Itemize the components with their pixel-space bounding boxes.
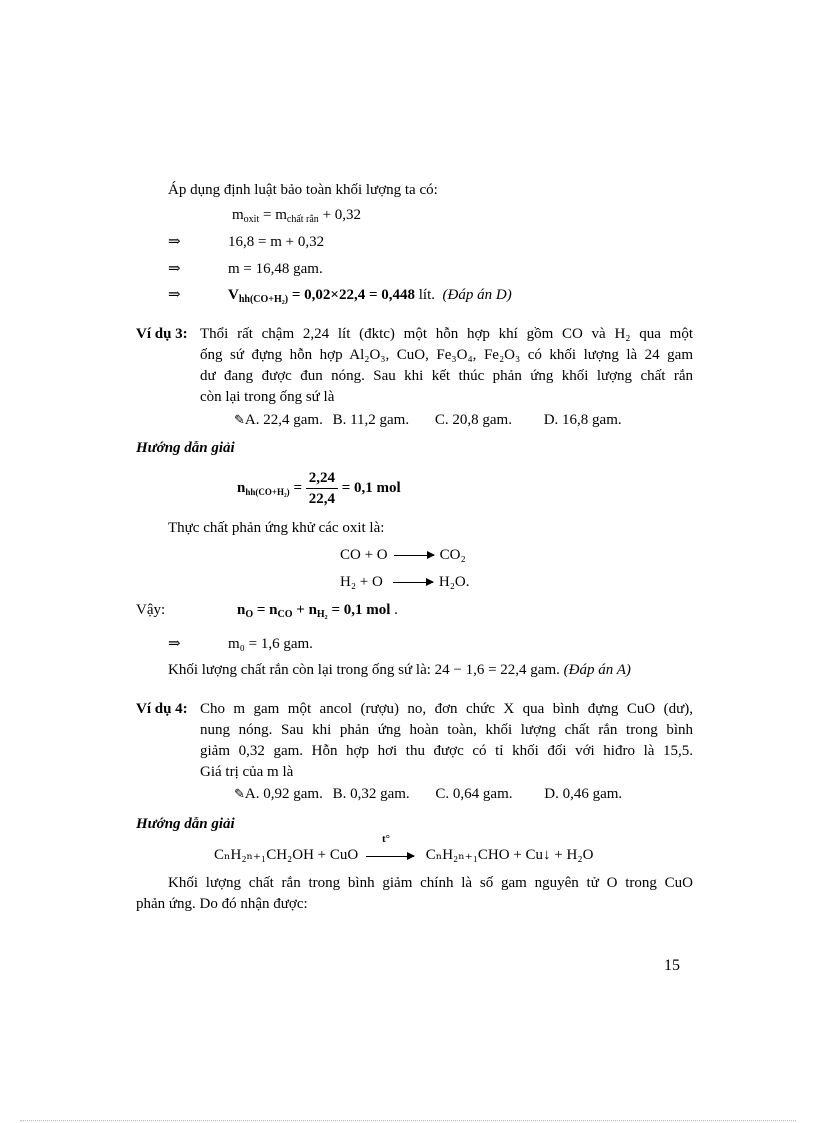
guide-heading-2: Hướng dẫn giải <box>136 816 235 832</box>
equation-3: ⇒ m = 16,48 gam. <box>168 261 323 277</box>
equation-1: $m_{oxit} = m_{chất rắn} + 0,32$ <box>232 207 362 225</box>
vay-label: Vậy: <box>136 602 166 618</box>
guide-heading-1: Hướng dẫn giải <box>136 440 235 456</box>
option-a: A. 22,4 gam. <box>244 412 323 428</box>
implies-symbol: ⇒ <box>168 261 181 277</box>
equation-2: ⇒ 16,8 = m + 0,32 <box>168 234 325 250</box>
example-4-line-4: Giá trị của m là <box>200 764 294 780</box>
reduction-intro: Thực chất phản ứng khử các oxit là: <box>168 520 385 536</box>
conclusion-line-1: Khối lượng chất rắn trong bình giảm chính là số gam nguyên tử O trong CuO <box>168 875 693 891</box>
example-3-label: Ví dụ 3: <box>136 326 188 342</box>
implies-symbol: ⇒ <box>168 234 181 250</box>
option-c: C. 0,64 gam. <box>435 786 513 802</box>
intro-line: Áp dụng định luật bảo toàn khối lượng ta có: <box>168 182 438 198</box>
mass-result-line: Khối lượng chất rắn còn lại trong ống sứ là: 24 − 1,6 = 22,4 gam. (Đáp án A) <box>168 662 631 678</box>
arrow-icon <box>366 856 414 857</box>
option-c: C. 20,8 gam. <box>434 412 512 428</box>
equation-4: ⇒ $V_{hh(CO+H_2)} = 0,02\times 22,4 = 0,448$ lít. (Đáp án D) <box>168 287 512 305</box>
option-b: B. 11,2 gam. <box>332 412 410 428</box>
example-3-line-4: còn lại trong ống sứ là <box>200 389 335 405</box>
example-3-options <box>234 410 622 430</box>
example-3-line-2: ống sứ đựng hỗn hợp Al₂O₃, CuO, Fe₃O₄, Fe₂O₃ có khối lượng là 24 gam <box>200 347 693 363</box>
page-number: 15 <box>664 957 680 974</box>
example-4-options <box>234 784 622 804</box>
example-4-label: Ví dụ 4: <box>136 701 188 717</box>
reaction-ancol: CₙH₂ₙ₊₁CH₂OH + CuO t° CₙH₂ₙ₊₁CHO + Cu↓ + H₂O <box>214 845 593 866</box>
implies-symbol: ⇒ <box>168 287 181 303</box>
arrow-icon <box>393 582 433 583</box>
example-3-line-3: dư đang được đun nóng. Sau khi kết thúc phản ứng khối lượng chất rắn <box>200 368 693 384</box>
arrow-icon <box>394 555 434 556</box>
option-b: B. 0,32 gam. <box>332 786 410 802</box>
reaction-1: CO + O CO₂ <box>340 547 466 563</box>
n-mixture-formula: $n_{hh(CO+H_2)}$ = $\frac{2,24}{22,4}$ = 0,1 mol <box>237 470 401 508</box>
example-3-line-1: Thổi rất chậm 2,24 lít (đktc) một hỗn hợp khí gồm CO và H₂ qua một <box>200 326 693 342</box>
example-4-line-1: Cho m gam một ancol (rượu) no, đơn chức X qua bình đựng CuO (dư), <box>200 701 693 717</box>
m-oxygen-line: ⇒ m₀ = 1,6 gam. <box>168 636 313 652</box>
pen-icon: ✎ <box>234 412 245 427</box>
reaction-2: H₂ + O H₂O. <box>340 574 470 590</box>
n-oxygen-formula: $n_O = n_{CO} + n_{H_2} = 0,1$ mol . <box>237 602 398 620</box>
bottom-divider <box>20 1120 796 1121</box>
pen-icon: ✎ <box>234 786 245 801</box>
conclusion-line-2: phản ứng. Do đó nhận được: <box>136 896 308 912</box>
condition-label: t° <box>381 832 391 845</box>
example-4-line-2: nung nóng. Sau khi phản ứng hoàn toàn, khối lượng chất rắn trong bình <box>200 722 693 738</box>
option-d: D. 16,8 gam. <box>543 412 622 428</box>
example-4-line-3: giảm 0,32 gam. Hỗn hợp hơi thu được có tỉ khối đối với hiđro là 15,5. <box>200 743 693 759</box>
implies-symbol: ⇒ <box>168 636 181 652</box>
option-d: D. 0,46 gam. <box>544 786 623 802</box>
option-a: A. 0,92 gam. <box>244 786 323 802</box>
